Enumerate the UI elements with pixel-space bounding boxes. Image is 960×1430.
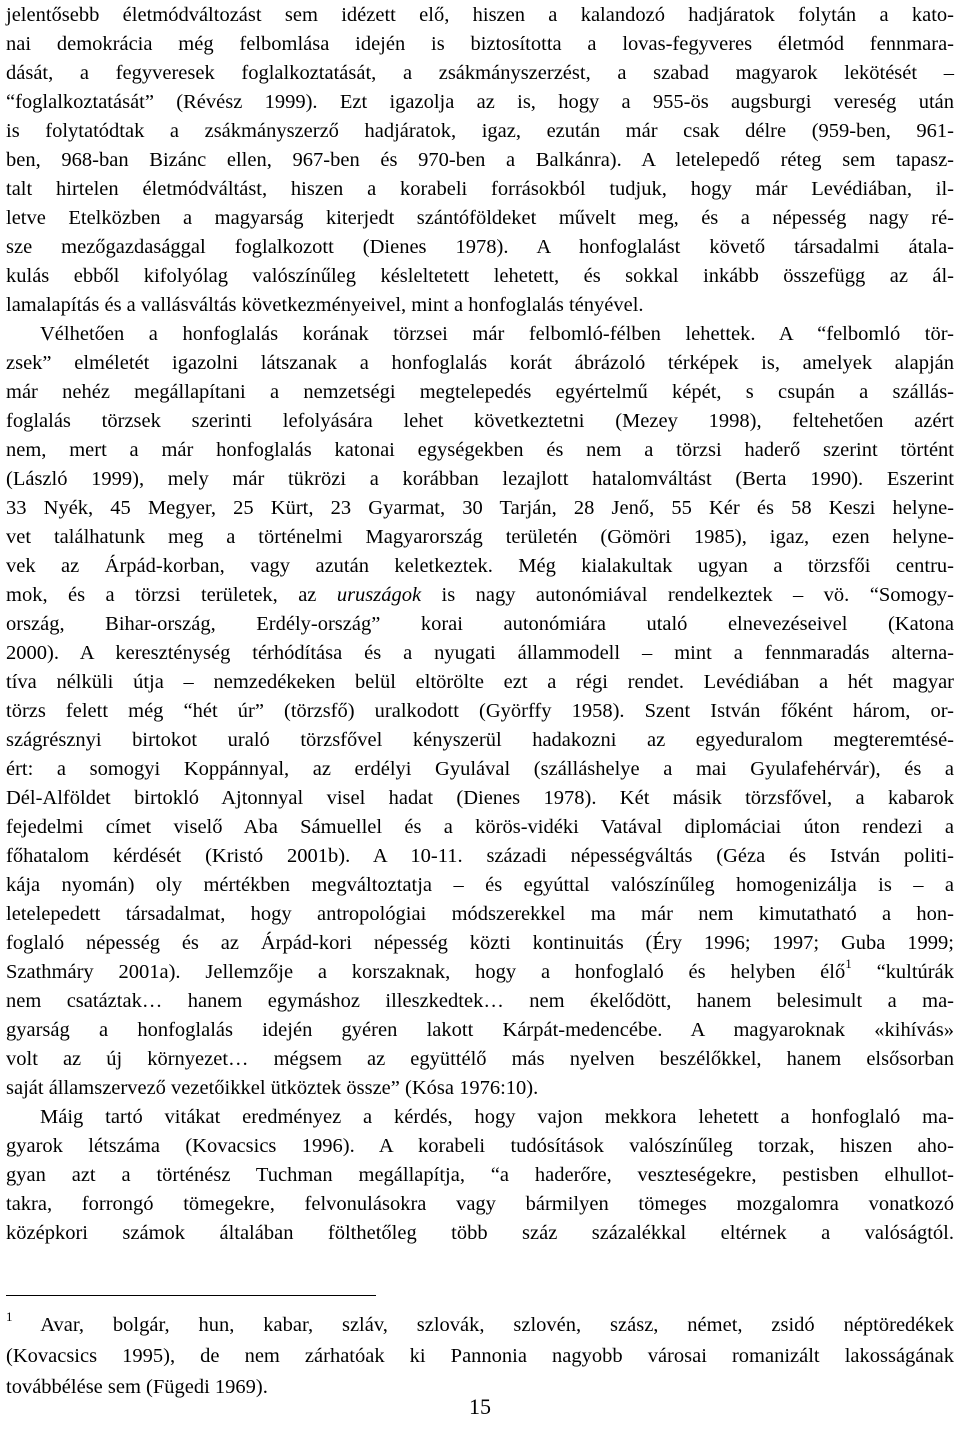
text-line: gyan azt a történész Tuchman megállapítja, “a haderőre, veszteségekre, pestisben elhullot- <box>6 1164 954 1186</box>
page-number: 15 <box>469 1394 491 1419</box>
text-segment: Avar, bolgár, hun, kabar, szláv, szlovák, szlovén, szász, német, zsidó néptöredékek <box>12 1314 954 1336</box>
text-line <box>6 957 954 987</box>
text-line: takra, forrongó tömegekre, felvonulásokra vagy bármilyen tömeges mozgalomra vonatkozó <box>6 1193 954 1215</box>
text-line: ért: a somogyi Koppánnyal, az erdélyi Gyulával (szálláshelye a mai Gyulafehérvár), és a <box>6 758 954 780</box>
text-line: sze mezőgazdasággal foglalkozott (Dienes 1978). A honfoglalást követő társadalmi átala- <box>6 236 954 258</box>
text-line: gyarság a honfoglalás idején gyéren lakott Kárpát-medencébe. A magyaroknak «kihívás» <box>6 1019 954 1041</box>
text-line: foglalás törzsek szerinti lefolyására lehet következtetni (Mezey 1998), feltehetően azért <box>6 410 954 432</box>
text-line: 33 Nyék, 45 Megyer, 25 Kürt, 23 Gyarmat, 30 Tarján, 28 Jenő, 55 Kér és 58 Keszi helyne- <box>6 497 954 519</box>
text-line: fejedelmi címet viselő Aba Sámuellel és a körös-vidéki Vatával diplomáciai úton rendezi a <box>6 816 954 838</box>
text-line: törzs felett még “hét úr” (törzsfő) uralkodott (Györffy 1958). Szent István főként három, or- <box>6 700 954 722</box>
text-line: 2000). A kereszténység térhódítása és a nyugati állammodell – mint a fennmaradás alterna- <box>6 642 954 664</box>
text-line: nem, mert a már honfoglalás katonai egységekben és nem a törzsi haderő szerint történt <box>6 439 954 461</box>
text-line: “foglalkoztatását” (Révész 1999). Ezt igazolja az is, hogy a 955-ös augsburgi vereség után <box>6 91 954 113</box>
text-line: letelepedett társadalmat, hogy antropológiai módszerekkel ma már nem kimutatható a hon- <box>6 903 954 925</box>
text-line: kulás ebből kifolyólag valószínűleg késleltetett lehetett, és sokkal inkább összefügg az ál- <box>6 265 954 287</box>
text-line: zsek” elméletét igazolni látszanak a honfoglalás korát ábrázoló térképek is, amelyek alapján <box>6 352 954 374</box>
text-line: volt az új környezet… mégsem az együttélő más nyelven beszélőkkel, hanem elsősorban <box>6 1048 954 1070</box>
text-line: vet találhatunk meg a történelmi Magyarország területén (Gömöri 1985), igaz, ezen helyne- <box>6 526 954 548</box>
text-line: jelentősebb életmódváltozást sem idézett elő, hiszen a kalandozó hadjáratok folytán a kato- <box>6 4 954 26</box>
text-line <box>6 580 954 610</box>
text-line: saját államszervező vezetőikkel ütköztek össze” (Kósa 1976:10). <box>6 1077 539 1099</box>
text-line: gyarok létszáma (Kovacsics 1996). A korabeli tudósítások valószínűleg torzak, hiszen aho- <box>6 1135 954 1157</box>
text-line: már nehéz megállapítani a nemzetségi megtelepedés egyértelmű képét, s csupán a szállás- <box>6 381 954 403</box>
text-segment: mok, és a törzsi területek, az <box>6 584 337 606</box>
text-line: vek az Árpád-korban, vagy azután keletkeztek. Még kialakultak ugyan a törzsfői centru- <box>6 555 954 577</box>
text-line: nai demokrácia még felbomlása idején is biztosította a lovas-fegyveres életmód fennmara- <box>6 33 954 55</box>
italic-term: uruszágok <box>336 584 422 606</box>
footnote-mark: 1 <box>6 1309 13 1324</box>
text-line: letve Etelközben a magyarság kiterjedt szántóföldeket művelt meg, és a népesség nagy ré- <box>6 207 954 229</box>
text-segment: “kultúrák <box>851 961 954 983</box>
text-segment: Szathmáry 2001a). Jellemzője a korszaknak, hogy a honfoglaló és helyben élő <box>6 961 846 983</box>
footnote-separator <box>6 1295 376 1296</box>
text-line: Dél-Alföldet birtokló Ajtonnyal visel hadat (Dienes 1978). Két másik törzsfővel, a kabarok <box>6 787 954 809</box>
paragraph-start-line: Máig tartó vitákat eredményez a kérdés, hogy vajon mekkora lehetett a honfoglaló ma- <box>40 1106 954 1128</box>
text-line: ben, 968-ban Bizánc ellen, 967-ben és 970-ben a Balkánra). A letelepedő réteg sem tapasz- <box>6 149 954 171</box>
text-line: főhatalom kérdését (Kristó 2001b). A 10-11. századi népességváltás (Géza és István politi- <box>6 845 954 867</box>
text-line: foglaló népesség és az Árpád-kori népesség közti kontinuitás (Éry 1996; 1997; Guba 1999; <box>6 932 954 954</box>
text-line: dását, a fegyveresek foglalkoztatását, a zsákmányszerzést, a szabad magyarok lekötését – <box>6 62 954 84</box>
text-line: kája nyomán) oly mértékben megváltoztatja – és egyúttal valószínűleg homogenizálja is – a <box>6 874 954 896</box>
footnote-line <box>6 1310 954 1340</box>
text-segment: is nagy autonómiával rendelkeztek – vö. “Somogy- <box>421 584 954 606</box>
text-line: középkori számok általában fölthetőleg több száz százalékkal eltérnek a valóságtól. <box>6 1222 954 1244</box>
paragraph-start-line: Vélhetően a honfoglalás korának törzsei már felbomló-félben lehettek. A “felbomló tör- <box>40 323 954 345</box>
text-line: lamalapítás és a vallásváltás következményeivel, mint a honfoglalás tényével. <box>6 294 644 316</box>
text-line: tíva nélküli útja – nemzedékeken belül eltörölte ezt a régi rendet. Levédiában a hét magyar <box>6 671 954 693</box>
text-line: ország, Bihar-ország, Erdély-ország” korai autonómiára utaló elnevezéseivel (Katona <box>6 613 954 635</box>
text-line: (László 1999), mely már tükrözi a korábban lezajlott hatalomváltást (Berta 1990). Eszerint <box>6 468 954 490</box>
footnote-line: továbbélése sem (Fügedi 1969). <box>6 1376 268 1398</box>
text-line: nem csatáztak… hanem egymáshoz illeszkedtek… nem ékelődött, hanem belesimult a ma- <box>6 990 954 1012</box>
footnote-line: (Kovacsics 1995), de nem zárhatóak ki Pannonia nagyobb városai romanizált lakosságának <box>6 1345 954 1367</box>
text-line: talt hirtelen életmódváltást, hiszen a korabeli forrásokból tudjuk, hogy már Levédiában, il- <box>6 178 954 200</box>
text-line: szágrésznyi birtokot uraló törzsfővel kényszerül hadakozni az egyeduralom megteremtésé- <box>6 729 954 751</box>
footnote-reference[interactable]: 1 <box>845 956 852 971</box>
text-line: is folytatódtak a zsákmányszerző hadjáratok, igaz, ezután már csak délre (959-ben, 961- <box>6 120 954 142</box>
